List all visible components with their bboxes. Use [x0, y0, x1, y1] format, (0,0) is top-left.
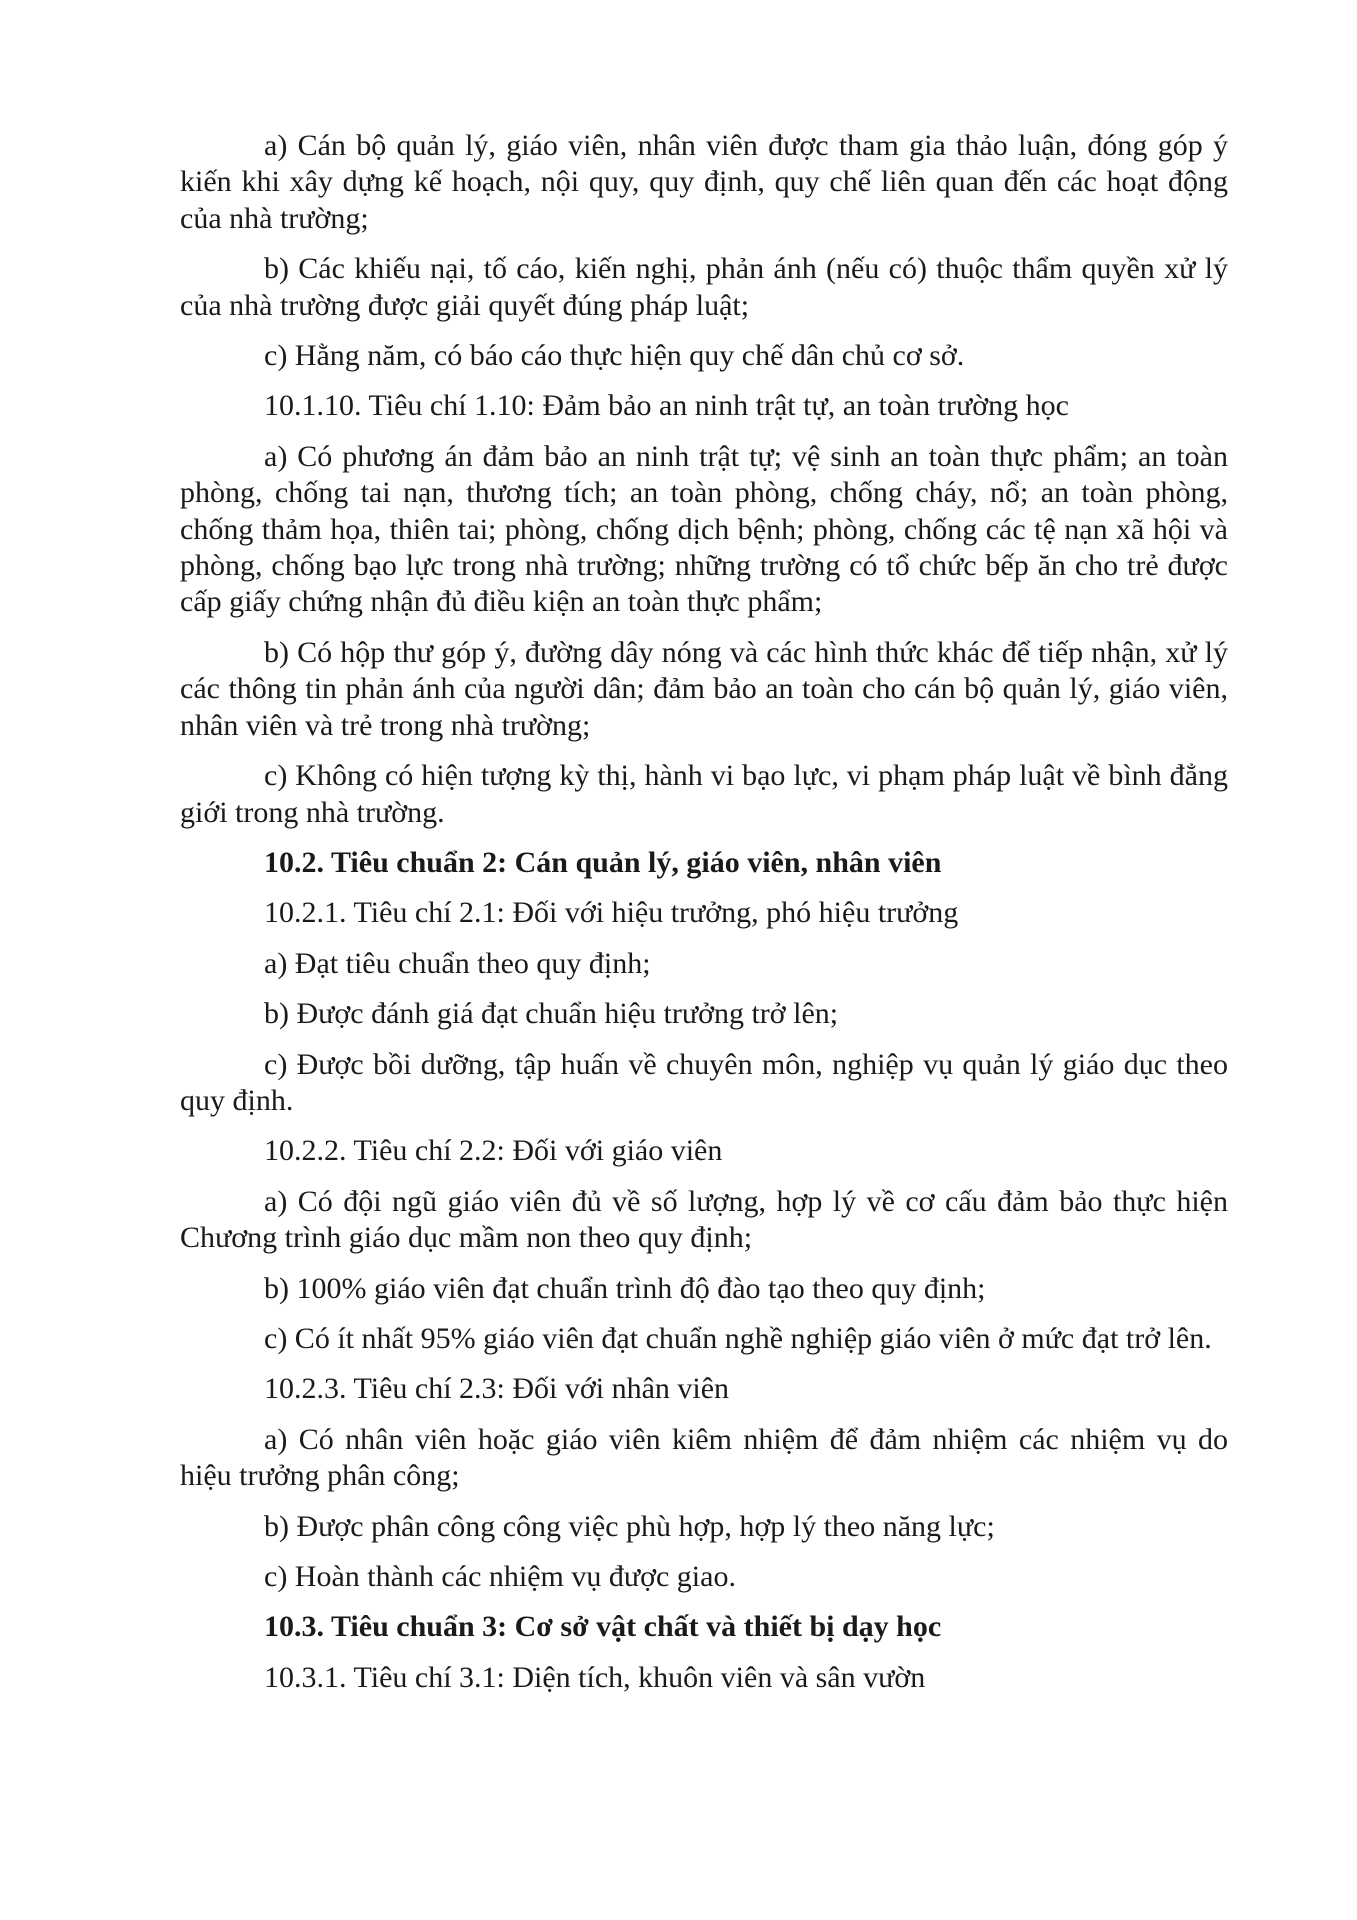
paragraph-1-10-a: a) Cán bộ quản lý, giáo viên, nhân viên được tham gia thảo luận, đóng góp ý kiến khi xây dựng kế hoạch, nội quy, quy định, quy chế liên quan đến các hoạt động của nhà trường;: [180, 129, 1228, 235]
paragraph-2-2-a: a) Có đội ngũ giáo viên đủ về số lượng, hợp lý về cơ cấu đảm bảo thực hiện Chương trình giáo dục mầm non theo quy định;: [180, 1184, 1228, 1255]
paragraph-2-2-c: c) Có ít nhất 95% giáo viên đạt chuẩn nghề nghiệp giáo viên ở mức đạt trở lên.: [264, 1321, 1212, 1355]
document-page: [180, 128, 1228, 1710]
paragraph-2-2-b: b) 100% giáo viên đạt chuẩn trình độ đào tạo theo quy định;: [264, 1271, 986, 1305]
criterion-3-1-heading: 10.3.1. Tiêu chí 3.1: Diện tích, khuôn viên và sân vườn: [264, 1660, 926, 1694]
criterion-1-10-heading: 10.1.10. Tiêu chí 1.10: Đảm bảo an ninh trật tự, an toàn trường học: [264, 389, 1069, 423]
criterion-2-1-heading: 10.2.1. Tiêu chí 2.1: Đối với hiệu trưởng, phó hiệu trưởng: [264, 896, 959, 930]
paragraph-2-3-c: c) Hoàn thành các nhiệm vụ được giao.: [264, 1560, 736, 1593]
paragraph-2-1-a: a) Đạt tiêu chuẩn theo quy định;: [264, 946, 651, 980]
paragraph-2-3-b: b) Được phân công công việc phù hợp, hợp lý theo năng lực;: [264, 1509, 995, 1543]
criterion-2-2-heading: 10.2.2. Tiêu chí 2.2: Đối với giáo viên: [264, 1134, 723, 1168]
criterion-2-3-heading: 10.2.3. Tiêu chí 2.3: Đối với nhân viên: [264, 1372, 730, 1406]
paragraph-1-10-b: b) Các khiếu nại, tố cáo, kiến nghị, phản ánh (nếu có) thuộc thẩm quyền xử lý của nhà trường được giải quyết đúng pháp luật;: [180, 252, 1228, 322]
paragraph-security-b: b) Có hộp thư góp ý, đường dây nóng và các hình thức khác để tiếp nhận, xử lý các thông tin phản ánh của người dân; đảm bảo an toàn cho cán bộ quản lý, giáo viên, nhân viên và trẻ trong nhà trường;: [180, 635, 1228, 742]
paragraph-security-a: a) Có phương án đảm bảo an ninh trật tự; vệ sinh an toàn thực phẩm; an toàn phòng, chống tai nạn, thương tích; an toàn phòng, chống cháy, nổ; an toàn phòng, chống thảm họa, thiên tai; phòng, chống dịch bệnh; phòng, chống các tệ nạn xã hội và phòng, chống bạo lực trong nhà trường; những trường có tổ chức bếp ăn cho trẻ được cấp giấy chứng nhận đủ điều kiện an toàn thực phẩm;: [180, 439, 1228, 619]
paragraph-2-1-c: c) Được bồi dưỡng, tập huấn về chuyên môn, nghiệp vụ quản lý giáo dục theo quy định.: [180, 1047, 1228, 1117]
paragraph-1-10-c: c) Hằng năm, có báo cáo thực hiện quy chế dân chủ cơ sở.: [264, 339, 965, 373]
paragraph-security-c: c) Không có hiện tượng kỳ thị, hành vi bạo lực, vi phạm pháp luật về bình đẳng giới trong nhà trường.: [180, 759, 1228, 829]
standard-2-heading: 10.2. Tiêu chuẩn 2: Cán quản lý, giáo viên, nhân viên: [264, 845, 942, 879]
paragraph-2-3-a: a) Có nhân viên hoặc giáo viên kiêm nhiệm để đảm nhiệm các nhiệm vụ do hiệu trưởng phân công;: [180, 1422, 1228, 1493]
paragraph-2-1-b: b) Được đánh giá đạt chuẩn hiệu trưởng trở lên;: [264, 997, 839, 1031]
standard-3-heading: 10.3. Tiêu chuẩn 3: Cơ sở vật chất và thiết bị dạy học: [264, 1610, 942, 1644]
